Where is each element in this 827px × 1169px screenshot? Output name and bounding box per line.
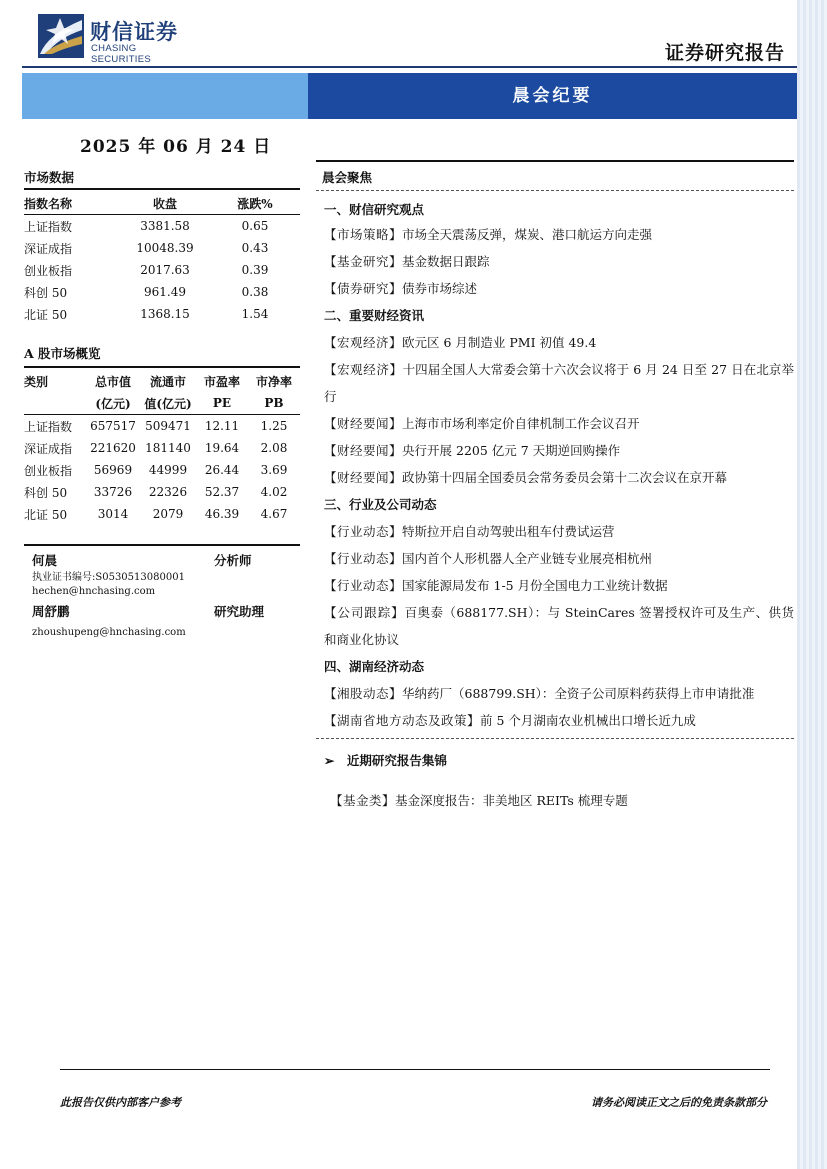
table-header-row: [24, 392, 300, 414]
focus-dashed-rule: [316, 190, 794, 191]
item-tag: 【市场策略】: [324, 227, 403, 242]
item-text: 基金数据日跟踪: [402, 254, 490, 269]
float-cap: 181140: [145, 441, 191, 455]
pe-value: 52.37: [204, 485, 240, 499]
section-heading: 四、湖南经济动态: [324, 659, 425, 674]
logo-mark-icon: [38, 14, 84, 58]
assistant-email[interactable]: zhoushupeng@hnchasing.com: [32, 627, 186, 638]
column-header: 市盈率: [203, 374, 240, 389]
item-text: 基金深度报告：非美地区 REITs 梳理专题: [395, 793, 628, 808]
item-tag: 【基金研究】: [324, 254, 403, 269]
assistant-row: [24, 600, 300, 622]
market-data-top-rule: [24, 188, 300, 190]
banner-title: 晨会纪要: [512, 86, 593, 106]
banner-left-block: [22, 73, 308, 119]
assistant-name: 周舒鹏: [32, 604, 70, 619]
index-name: 深证成指: [24, 241, 73, 256]
item-text: 十四届全国人大常委会第十六次会议将于 6 月 24 日至 27 日在北京举行: [324, 362, 794, 404]
column-header: 收盘: [152, 196, 177, 211]
table-row: [24, 503, 300, 525]
table-row: [24, 481, 300, 503]
pe-value: 19.64: [204, 441, 240, 455]
item-text: 华纳药厂（688799.SH）：全资子公司原料药获得上市申请批准: [402, 686, 755, 701]
index-name: 创业板指: [24, 263, 73, 278]
item-text: 市场全天震荡反弹，煤炭、港口航运方向走强: [402, 227, 653, 242]
index-name: 上证指数: [24, 419, 73, 434]
item-text: 国内首个人形机器人全产业链专业展亮相杭州: [402, 551, 653, 566]
pb-value: 4.02: [260, 485, 288, 499]
column-header: [24, 392, 86, 414]
focus-column: [316, 160, 794, 814]
table-row: [24, 459, 300, 481]
item-tag: 【财经要闻】: [324, 470, 403, 485]
close-value: 2017.63: [140, 263, 190, 277]
analyst-top-rule: [24, 544, 300, 546]
item-text: 百奥泰（688177.SH）：与 SteinCares 签署授权许可及生产、供货和商业化协议: [324, 605, 794, 647]
report-date: 2025 年 06 月 24 日: [80, 137, 272, 157]
column-header: 指数名称: [24, 196, 73, 211]
float-cap: 44999: [148, 463, 188, 477]
recent-title: 近期研究报告集锦: [346, 753, 447, 768]
analyst-email[interactable]: hechen@hnchasing.com: [32, 586, 156, 597]
table-row: [24, 259, 300, 281]
logo-english-text: CHASING SECURITIES: [91, 43, 152, 65]
item-tag: 【湘股动态】: [324, 686, 403, 701]
table-header-row: [24, 192, 300, 214]
pb-value: 2.08: [260, 441, 288, 455]
table-row: [24, 415, 300, 437]
news-item[interactable]: [324, 518, 794, 545]
column-header: PE: [212, 396, 232, 410]
pe-value: 12.11: [204, 419, 240, 433]
item-tag: 【行业动态】: [324, 551, 403, 566]
assistant-role: 研究助理: [214, 604, 265, 619]
column-header: 涨跌%: [237, 196, 273, 211]
pb-value: 1.25: [260, 419, 288, 433]
market-cap: 3014: [97, 507, 129, 521]
news-item[interactable]: [324, 221, 794, 248]
analyst-name: 何晨: [32, 553, 58, 568]
pb-value: 4.67: [260, 507, 288, 521]
section-heading: 一、财信研究观点: [324, 202, 425, 217]
item-text: 债券市场综述: [402, 281, 478, 296]
news-item[interactable]: [324, 329, 794, 356]
footer-left-note: 此报告仅供内部客户参考: [60, 1096, 181, 1109]
market-data-table: [24, 192, 300, 214]
change-value: 1.54: [241, 307, 269, 321]
item-tag: 【湖南省地方动态及政策】: [324, 713, 481, 728]
footer-divider: [60, 1069, 770, 1070]
focus-sections: [316, 199, 794, 734]
index-name: 深证成指: [24, 441, 73, 456]
arrow-icon: ➢: [324, 753, 335, 768]
a-share-panel: [24, 344, 300, 525]
column-header: 值(亿元): [144, 396, 192, 411]
news-item[interactable]: [324, 572, 794, 599]
market-data-panel: [24, 168, 300, 325]
column-header: 流通市: [149, 374, 186, 389]
market-cap: 221620: [90, 441, 136, 455]
item-tag: 【财经要闻】: [324, 443, 403, 458]
item-tag: 【宏观经济】: [324, 362, 403, 377]
market-cap: 657517: [90, 419, 136, 433]
footer-disclaimer-note: 请务必阅读正文之后的免责条款部分: [591, 1096, 767, 1109]
index-name: 北证 50: [24, 507, 68, 522]
index-name: 北证 50: [24, 307, 68, 322]
market-cap: 56969: [93, 463, 133, 477]
report-type-label: 证券研究报告: [664, 42, 785, 64]
index-name: 创业板指: [24, 463, 73, 478]
table-row: [24, 215, 300, 237]
a-share-body: [24, 415, 300, 525]
column-header: 总市值: [94, 374, 131, 389]
focus-title: 晨会聚焦: [322, 170, 373, 185]
analyst-panel: [24, 544, 300, 640]
item-text: 国家能源局发布 1-5 月份全国电力工业统计数据: [402, 578, 668, 593]
item-tag: 【公司跟踪】: [324, 605, 405, 620]
column-header: PB: [264, 396, 284, 410]
close-value: 10048.39: [136, 241, 194, 255]
analyst-role: 分析师: [214, 553, 252, 568]
news-item[interactable]: [324, 680, 794, 707]
change-value: 0.65: [241, 219, 269, 233]
table-row: [24, 437, 300, 459]
column-header: 市净率: [255, 374, 292, 389]
item-tag: 【基金类】: [330, 793, 396, 808]
news-item[interactable]: [324, 410, 794, 437]
column-header: (亿元): [95, 396, 131, 411]
table-row: [24, 303, 300, 325]
section-heading: 二、重要财经资讯: [324, 308, 425, 323]
market-data-body: [24, 215, 300, 325]
index-name: 科创 50: [24, 485, 68, 500]
table-row: [24, 237, 300, 259]
analyst-cert: 执业证书编号:S0530513080001: [32, 572, 185, 583]
item-text: 欧元区 6 月制造业 PMI 初值 49.4: [402, 335, 597, 350]
company-logo: [38, 14, 198, 65]
logo-chinese-text: 财信证券: [90, 20, 178, 44]
market-cap: 33726: [93, 485, 133, 499]
float-cap: 509471: [145, 419, 191, 433]
item-text: 前 5 个月湖南农业机械出口增长近九成: [480, 713, 696, 728]
float-cap: 22326: [148, 485, 188, 499]
item-text: 特斯拉开启自动驾驶出租车付费试运营: [402, 524, 615, 539]
change-value: 0.38: [241, 285, 269, 299]
item-tag: 【财经要闻】: [324, 416, 403, 431]
recent-dashed-rule: [316, 738, 794, 739]
news-item[interactable]: [324, 707, 794, 734]
table-row: [24, 281, 300, 303]
close-value: 3381.58: [140, 219, 190, 233]
news-item[interactable]: [324, 275, 794, 302]
news-item[interactable]: [324, 248, 794, 275]
index-name: 科创 50: [24, 285, 68, 300]
section-heading: 三、行业及公司动态: [324, 497, 437, 512]
news-item[interactable]: [324, 545, 794, 572]
close-value: 961.49: [144, 285, 186, 299]
recent-heading: [324, 751, 794, 769]
news-item[interactable]: [324, 356, 794, 410]
item-tag: 【债券研究】: [324, 281, 403, 296]
analyst-row: [24, 551, 300, 571]
item-tag: 【宏观经济】: [324, 335, 403, 350]
news-item[interactable]: [324, 599, 794, 653]
change-value: 0.43: [241, 241, 269, 255]
news-item[interactable]: [324, 437, 794, 464]
decorative-side-strip: [797, 0, 827, 1169]
float-cap: 2079: [152, 507, 184, 521]
focus-top-rule: [316, 160, 794, 162]
news-item[interactable]: [324, 464, 794, 491]
a-share-top-rule: [24, 366, 300, 368]
header-divider: [22, 66, 797, 68]
close-value: 1368.15: [140, 307, 190, 321]
change-value: 0.39: [241, 263, 269, 277]
market-data-title: 市场数据: [24, 170, 75, 185]
column-header: 类别: [24, 374, 49, 389]
recent-report-item[interactable]: [330, 787, 794, 814]
a-share-header: [24, 370, 300, 414]
pe-value: 26.44: [204, 463, 240, 477]
item-text: 央行开展 2205 亿元 7 天期逆回购操作: [402, 443, 621, 458]
index-name: 上证指数: [24, 219, 73, 234]
item-text: 政协第十四届全国委员会常务委员会第十二次会议在京开幕: [402, 470, 728, 485]
pe-value: 46.39: [204, 507, 240, 521]
table-header-row: [24, 370, 300, 392]
a-share-title: A 股市场概览: [24, 346, 101, 361]
item-tag: 【行业动态】: [324, 524, 403, 539]
item-tag: 【行业动态】: [324, 578, 403, 593]
pb-value: 3.69: [260, 463, 288, 477]
item-text: 上海市市场利率定价自律机制工作会议召开: [402, 416, 640, 431]
